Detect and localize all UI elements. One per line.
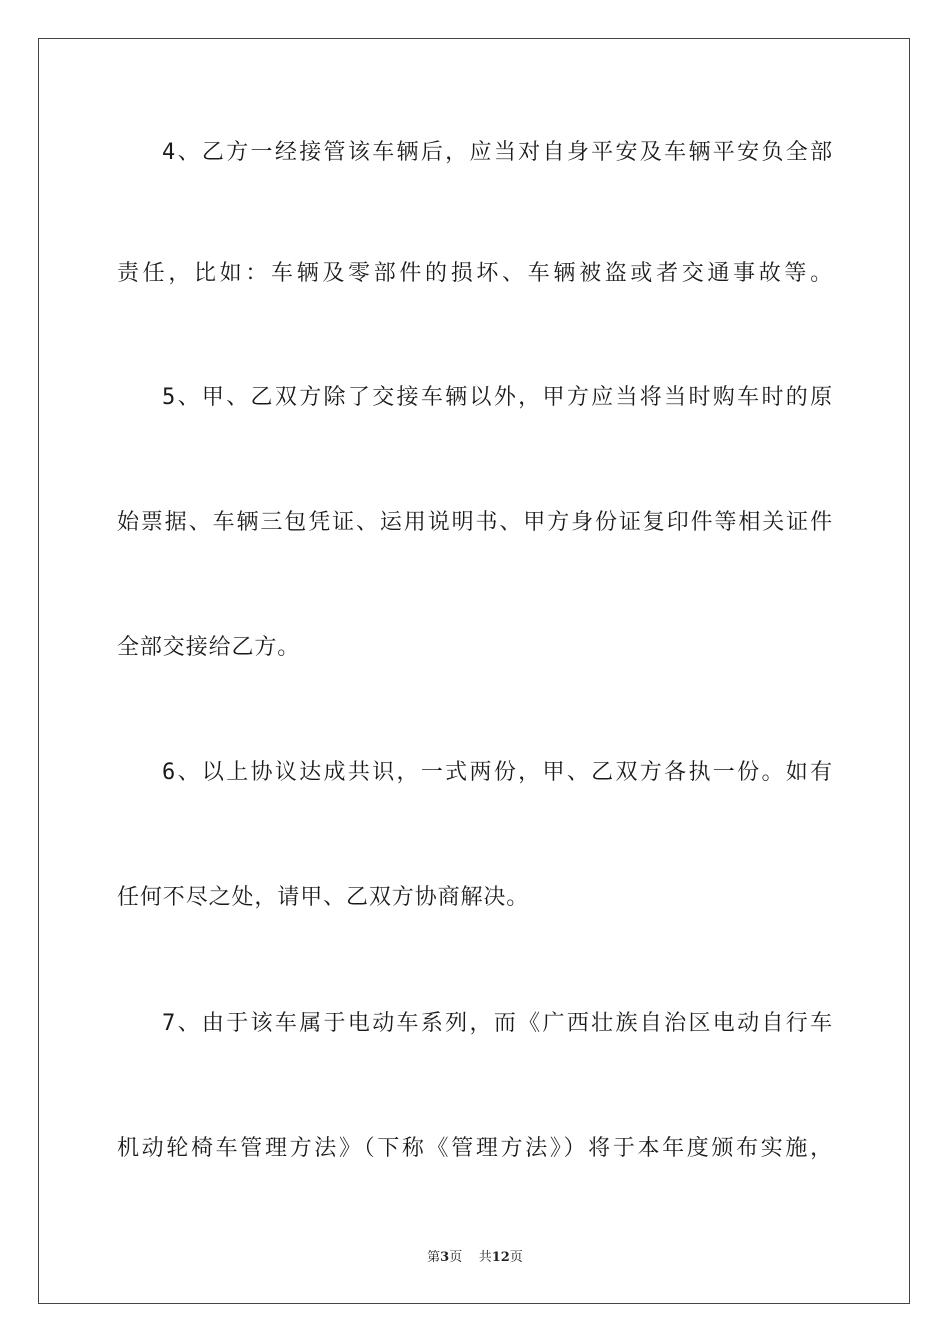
paragraph-4-line-2: 责任，比如：车辆及零部件的损坏、车辆被盗或者交通事故等。 xyxy=(117,261,833,286)
page-footer xyxy=(0,1246,950,1265)
page-border xyxy=(38,38,910,1304)
footer-page-suffix: 页 xyxy=(449,1250,463,1265)
paragraph-6-line-1: 6、以上协议达成共识，一式两份，甲、乙双方各执一份。如有 xyxy=(162,760,833,785)
footer-total-prefix: 共 xyxy=(478,1250,492,1265)
footer-page-number: 3 xyxy=(440,1250,450,1265)
paragraph-4-line-1: 4、乙方一经接管该车辆后，应当对自身平安及车辆平安负全部 xyxy=(162,140,833,165)
paragraph-5-line-1: 5、甲、乙双方除了交接车辆以外，甲方应当将当时购车时的原 xyxy=(162,385,833,410)
footer-page-prefix: 第 xyxy=(427,1250,441,1265)
footer-total-suffix: 页 xyxy=(509,1250,523,1265)
paragraph-5-line-3: 全部交接给乙方。 xyxy=(117,635,301,660)
footer-total-pages: 12 xyxy=(491,1250,510,1265)
paragraph-7-line-1: 7、由于该车属于电动车系列，而《广西壮族自治区电动自行车 xyxy=(162,1011,833,1036)
paragraph-5-line-2: 始票据、车辆三包凭证、运用说明书、甲方身份证复印件等相关证件 xyxy=(117,510,833,535)
paragraph-6-line-2: 任何不尽之处，请甲、乙双方协商解决。 xyxy=(117,885,530,910)
paragraph-7-line-2: 机动轮椅车管理方法》（下称《管理方法》）将于本年度颁布实施， xyxy=(117,1136,833,1161)
